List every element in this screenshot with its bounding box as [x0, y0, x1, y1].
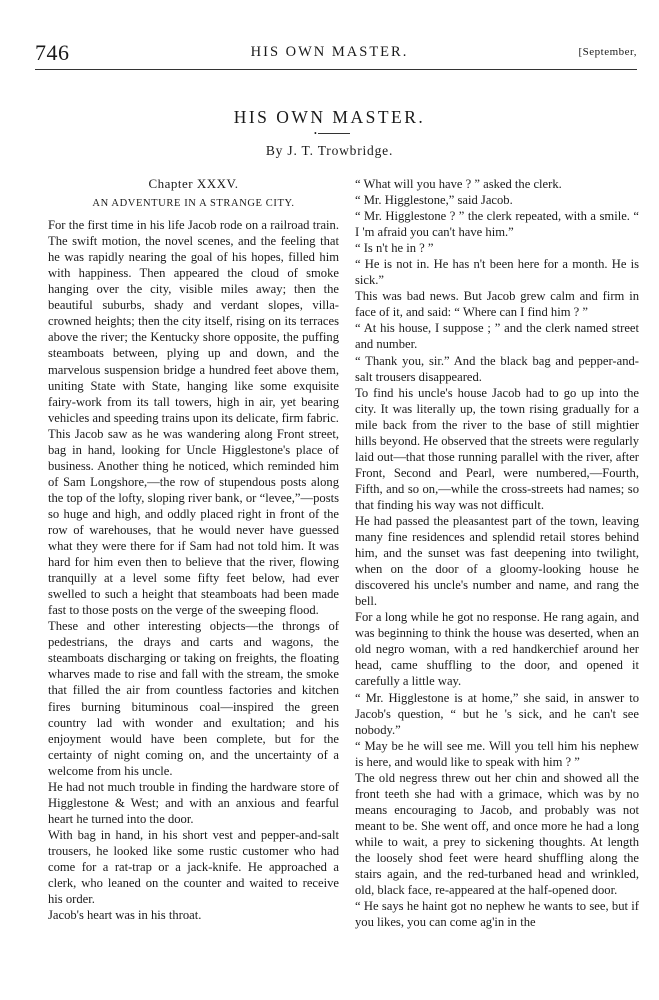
running-title: HIS OWN MASTER.: [250, 44, 409, 60]
paragraph: These and other interesting objects—the throngs of pedestrians, the drays and carts and wagons, the steamboats discharging or taking on freights, the floating wharves made to rise and fall with the stream, the smoke that filled the air from countless factories and kitchen fires burning bituminous coal—inspired the green country lad with wonder and exultation; and his enjoyment would have been complete, but for the certainty of night coming on, and the uncertainty of a welcome from his uncle.: [48, 619, 339, 778]
paragraph: “ At his house, I suppose ; ” and the clerk named street and number.: [355, 321, 639, 352]
chapter-subtitle: AN ADVENTURE IN A STRANGE CITY.: [92, 198, 295, 210]
paragraph: Jacob's heart was in his throat.: [48, 908, 202, 923]
paragraph: “ Mr. Higglestone is at home,” she said, in answer to Jacob's question, “ but he 's sick, and he can't see nobody.”: [355, 690, 639, 737]
paragraph: “ Thank you, sir.” And the black bag and pepper-and-salt trousers disappeared.: [355, 353, 639, 384]
paragraph: This was bad news. But Jacob grew calm and firm in face of it, and said: “ Where can I find him ? ”: [355, 289, 639, 320]
paragraph: “ What will you have ? ” asked the clerk.: [355, 177, 562, 191]
paragraph: “ May be he will see me. Will you tell him his nephew is here, and would like to speak with him ? ”: [355, 738, 639, 769]
article-author: By J. T. Trowbridge.: [265, 143, 394, 158]
paragraph: “ He is not in. He has n't been here for a month. He is sick.”: [355, 257, 639, 288]
paragraph: He had not much trouble in finding the hardware store of Higglestone & West; and with an anxious and fearful heart he turned into the door.: [48, 779, 339, 826]
right-column: [355, 176, 639, 930]
paragraph: “ He says he haint got no nephew he wants to see, but if you likes, you can come ag'in in the: [355, 899, 639, 930]
paragraph: “ Mr. Higglestone ? ” the clerk repeated, with a smile. “ I 'm afraid you can't have him.”: [355, 209, 639, 240]
title-rule: [318, 133, 350, 134]
title-dot: •: [314, 129, 317, 138]
paragraph: The old negress threw out her chin and showed all the front teeth she had with a grimace, which was by no means encouraging to Jacob, and probably was not meant to be. She went off, and once more he had a long while to wait, a prey to sickening thoughts. At length the loosely shod feet were heard shuffling along the stairs again, and the red-turbaned head and wrinkled, old, black face, re-appeared at the half-opened door.: [355, 770, 639, 898]
paragraph: “ Mr. Higglestone,” said Jacob.: [355, 193, 513, 208]
chapter-heading: Chapter XXXV.: [148, 176, 239, 191]
paragraph: For a long while he got no response. He rang again, and was beginning to think the house was deserted, when an old negro woman, with a red handkerchief around her head, came shuffling to the door, and opened it carefully a little way.: [355, 610, 639, 689]
paragraph: “ Is n't he in ? ”: [355, 241, 434, 256]
paragraph: This Jacob saw as he was wandering along Front street, bag in hand, looking for Uncle Higglestone's place of business. Another thing he noticed, which reminded him of Sam Longshore,—the row of stupendous posts along the top of the lofty, sloping river bank, or “levee,”—posts so huge and high, and oddly placed right in front of the row of warehouses, that he would never have guessed what they were there for if Sam had not told him. It was hard for him even then to believe that the river, flowing tranquilly at a level some fifty feet below, had ever swelled to such a height that steamboats had been made fast to those posts on the verge of the sweeping flood.: [48, 426, 339, 618]
page-number: 746: [35, 40, 70, 65]
running-month: [September,: [578, 46, 637, 58]
article-title: HIS OWN MASTER.: [233, 107, 426, 127]
left-column: [48, 176, 339, 923]
paragraph: For the first time in his life Jacob rode on a railroad train. The swift motion, the novel scenes, and the feeling that he was rapidly nearing the goal of his hopes, filled him with happiness. Then appeared the cloud of smoke hanging over the city, visible miles away; then the beautiful suburbs, shady and verdant slopes, villa-crowned heights; then the city itself, rising on its terraces above the river; the Kentucky shore opposite, the puffing steamboats between, plying up and down, and the marvelous suspension bridge a hundred feet above them, uniting State with State, hanging like some exquisite fairy-work from its tall towers, high in air, yet bearing vehicles and speeding trains upon its delicate, firm fabric.: [48, 218, 339, 425]
header-rule: [35, 69, 637, 70]
paragraph: To find his uncle's house Jacob had to go up into the city. It was literally up, the town rising gradually for a mile back from the river to the base of still mightier hills beyond. He observed that the streets were regularly laid out—that those running parallel with the river, after Front, Second and Pearl, were numbered,—Fourth, Fifth, and so on,—while the cross-streets had names; so that finding his way was not difficult.: [355, 385, 639, 512]
paragraph: He had passed the pleasantest part of the town, leaving many fine residences and splendid retail stores behind him, and the sunset was fast deepening into twilight, when on the door of a gloomy-looking house he discovered his uncle's number and name, and rang the bell.: [355, 513, 639, 609]
paragraph: With bag in hand, in his short vest and pepper-and-salt trousers, he looked like some rustic customer who had come for a rat-trap or a jack-knife. He approached a clerk, who leaned on the counter and waited to receive his order.: [48, 827, 339, 907]
